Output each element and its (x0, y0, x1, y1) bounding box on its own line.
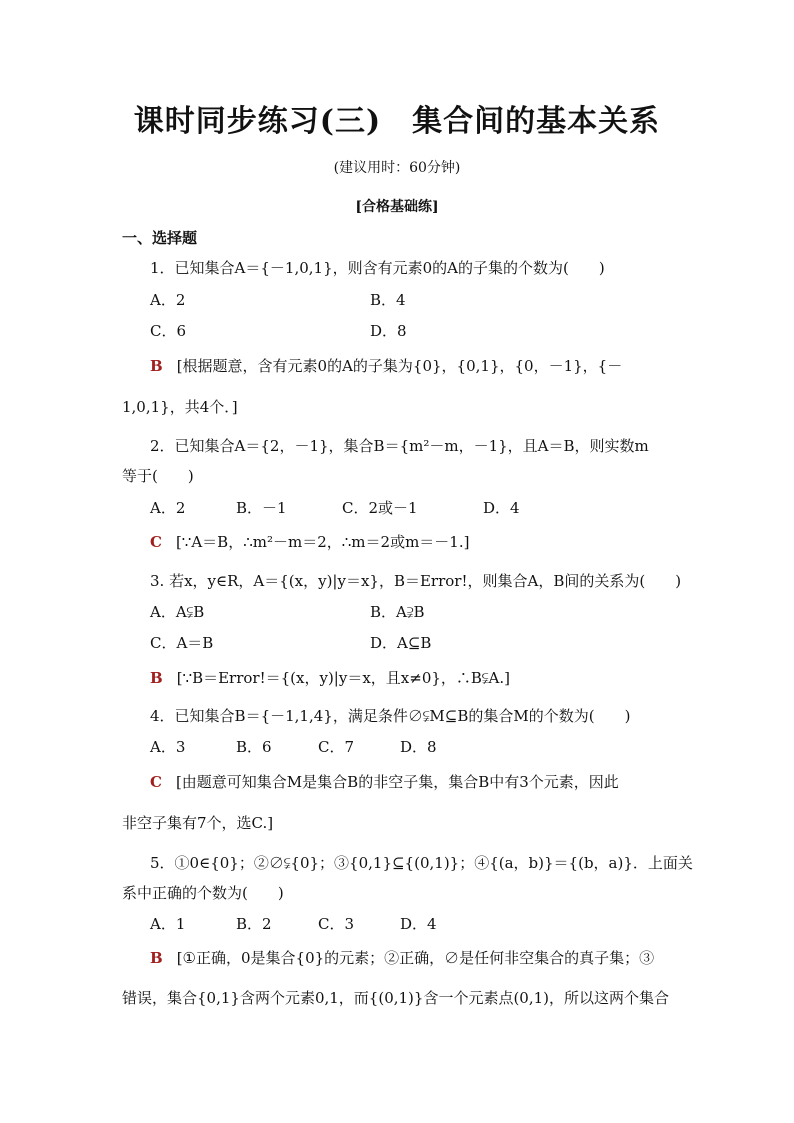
q5-explain-1: [①正确，0是集合{0}的元素；②正确，∅是任何非空集合的真子集；③ (176, 949, 655, 967)
q3-option-b: B．A⫌B (370, 603, 425, 621)
q5-option-d: D．4 (400, 915, 437, 933)
q1-explain-1: [根据题意，含有元素0的A的子集为{0}，{0,1}，{0，－1}，{－ (176, 357, 623, 375)
q3-solution (150, 668, 794, 688)
q1-stem: 1．已知集合A＝{－1,0,1}，则含有元素0的A的子集的个数为( ) (150, 259, 605, 277)
q4-option-b: B．6 (236, 738, 272, 756)
q1-option-d: D．8 (370, 322, 407, 340)
q3-option-c: C．A＝B (150, 634, 214, 652)
q1-option-c: C．6 (150, 322, 187, 340)
q1-explain-2: 1,0,1}，共4个．] (122, 398, 238, 416)
q4-answer: C (150, 773, 162, 791)
q3-explain: [∵B＝Error!＝{(x，y)|y＝x，且x≠0}，∴B⫋A.] (176, 669, 510, 687)
q2-stem-1: 2．已知集合A＝{2，－1}，集合B＝{m²－m，－1}，且A＝B，则实数m (150, 437, 649, 455)
q2-option-c: C．2或－1 (342, 499, 418, 517)
q5-stem-1: 5．①0∈{0}；②∅⫋{0}；③{0,1}⊆{(0,1)}；④{(a，b)}＝{(b，a)}．上面关 (150, 854, 693, 872)
q5-solution (150, 948, 794, 968)
q2-option-d: D．4 (483, 499, 520, 517)
q2-stem-2: 等于( ) (122, 467, 194, 485)
q4-explain-1: [由题意可知集合M是集合B的非空子集，集合B中有3个元素，因此 (175, 773, 619, 791)
q1-answer: B (150, 357, 163, 375)
q4-solution (150, 772, 794, 792)
q2-option-b: B．－1 (236, 499, 287, 517)
q5-answer: B (150, 949, 163, 967)
q2-answer: C (150, 533, 162, 551)
q3-answer: B (150, 669, 163, 687)
q2-solution (150, 532, 794, 552)
q2-explain: [∵A＝B，∴m²－m＝2，∴m＝2或m＝－1.] (175, 533, 470, 551)
q5-stem-2: 系中正确的个数为( ) (122, 884, 284, 902)
q5-option-a: A．1 (150, 915, 186, 933)
q4-option-a: A．3 (150, 738, 186, 756)
q3-option-d: D．A⊆B (370, 634, 432, 652)
q5-option-b: B．2 (236, 915, 272, 933)
q3-option-a: A．A⫋B (150, 603, 205, 621)
q2-option-a: A．2 (150, 499, 186, 517)
q4-option-d: D．8 (400, 738, 437, 756)
q5-explain-2: 错误，集合{0,1}含两个元素0,1，而{(0,1)}含一个元素点(0,1)，所以这两个集合 (122, 989, 670, 1007)
q3-stem: 3. 若x，y∈R，A＝{(x，y)|y＝x}，B＝Error!，则集合A，B间的关系为( ) (150, 572, 682, 590)
q5-option-c: C．3 (318, 915, 355, 933)
q4-explain-2: 非空子集有7个，选C.] (122, 814, 274, 832)
q1-option-b: B．4 (370, 291, 406, 309)
q1-option-a: A．2 (150, 291, 186, 309)
part-heading: 一、选择题 (122, 229, 198, 247)
page-title: 课时同步练习(三) 集合间的基本关系 (133, 104, 661, 139)
q4-stem: 4．已知集合B＝{－1,1,4}，满足条件∅⫋M⊆B的集合M的个数为( ) (150, 707, 631, 725)
q4-option-c: C．7 (318, 738, 355, 756)
time-note: (建议用时：60分钟) (333, 160, 461, 176)
section-tag: [合格基础练] (355, 199, 439, 215)
q1-solution (150, 356, 794, 376)
